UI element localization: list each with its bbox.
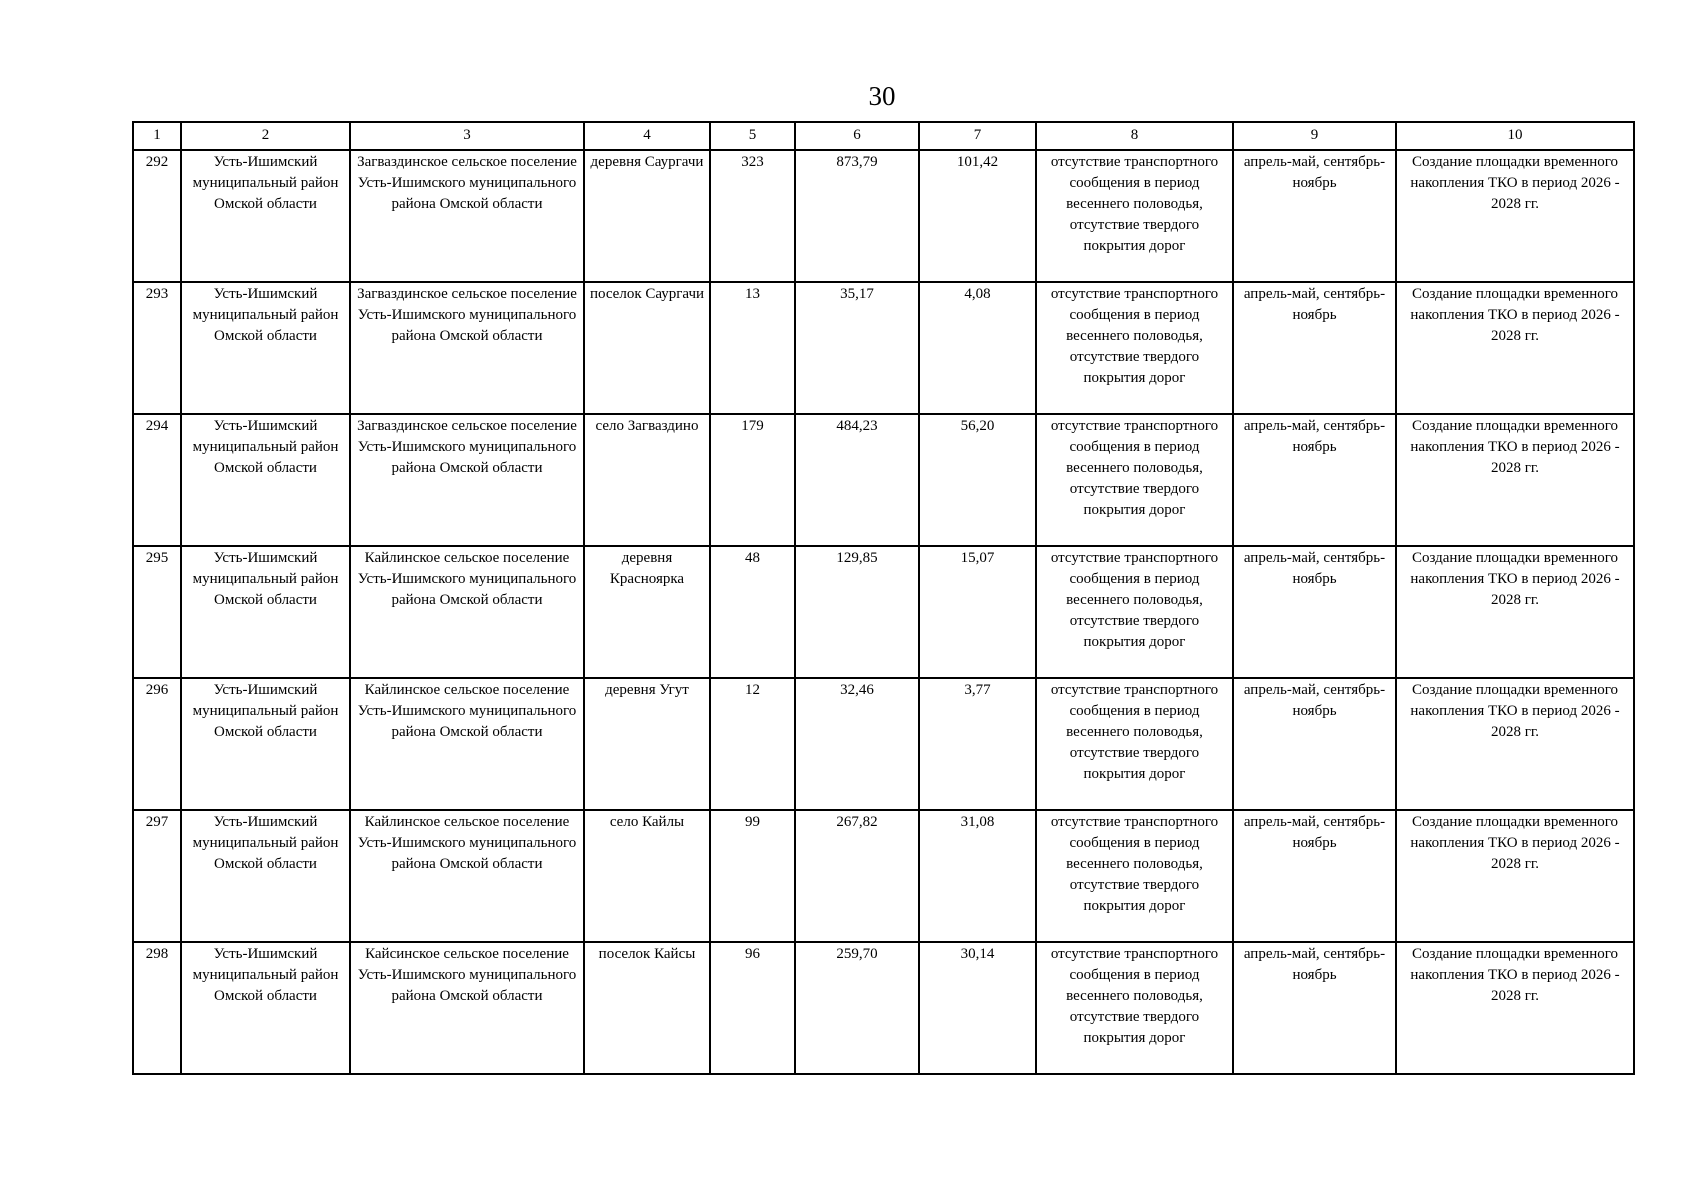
column-header: 8 [1036,122,1233,150]
row-number-cell: 296 [133,678,181,810]
reason-cell: отсутствие транспортного сообщения в период весеннего половодья, отсутствие твердого покрытия дорог [1036,150,1233,282]
locality-cell: село Загваздино [584,414,710,546]
reason-cell: отсутствие транспортного сообщения в период весеннего половодья, отсутствие твердого покрытия дорог [1036,942,1233,1074]
locality-cell: поселок Кайсы [584,942,710,1074]
table-row [133,414,1634,546]
row-number-cell: 293 [133,282,181,414]
column-6-cell: 873,79 [795,150,919,282]
table-row [133,150,1634,282]
row-number-cell: 294 [133,414,181,546]
data-table [132,121,1635,1075]
reason-cell: отсутствие транспортного сообщения в период весеннего половодья, отсутствие твердого покрытия дорог [1036,546,1233,678]
table-row [133,810,1634,942]
column-header: 6 [795,122,919,150]
column-6-cell: 32,46 [795,678,919,810]
settlement-cell: Кайлинское сельское поселение Усть-Ишимского муниципального района Омской области [350,810,584,942]
locality-cell: деревня Угут [584,678,710,810]
district-cell: Усть-Ишимский муниципальный район Омской области [181,150,350,282]
column-6-cell: 484,23 [795,414,919,546]
row-number-cell: 297 [133,810,181,942]
settlement-cell: Загваздинское сельское поселение Усть-Ишимского муниципального района Омской области [350,150,584,282]
column-header: 1 [133,122,181,150]
reason-cell: отсутствие транспортного сообщения в период весеннего половодья, отсутствие твердого покрытия дорог [1036,282,1233,414]
row-number-cell: 292 [133,150,181,282]
district-cell: Усть-Ишимский муниципальный район Омской области [181,546,350,678]
column-header: 4 [584,122,710,150]
column-5-cell: 48 [710,546,795,678]
row-number-cell: 295 [133,546,181,678]
column-7-cell: 56,20 [919,414,1036,546]
column-header: 5 [710,122,795,150]
measure-cell: Создание площадки временного накопления ТКО в период 2026 - 2028 гг. [1396,678,1634,810]
column-5-cell: 99 [710,810,795,942]
column-7-cell: 15,07 [919,546,1036,678]
column-6-cell: 35,17 [795,282,919,414]
table-row [133,282,1634,414]
column-5-cell: 179 [710,414,795,546]
period-cell: апрель-май, сентябрь-ноябрь [1233,414,1396,546]
column-7-cell: 3,77 [919,678,1036,810]
district-cell: Усть-Ишимский муниципальный район Омской области [181,678,350,810]
table-header-row [133,122,1634,150]
page-number: 30 [868,81,896,111]
column-7-cell: 4,08 [919,282,1036,414]
locality-cell: деревня Красноярка [584,546,710,678]
settlement-cell: Кайсинское сельское поселение Усть-Ишимского муниципального района Омской области [350,942,584,1074]
table-row [133,546,1634,678]
column-7-cell: 101,42 [919,150,1036,282]
column-5-cell: 12 [710,678,795,810]
settlement-cell: Загваздинское сельское поселение Усть-Ишимского муниципального района Омской области [350,414,584,546]
settlement-cell: Кайлинское сельское поселение Усть-Ишимского муниципального района Омской области [350,546,584,678]
district-cell: Усть-Ишимский муниципальный район Омской области [181,810,350,942]
locality-cell: поселок Саургачи [584,282,710,414]
column-header: 3 [350,122,584,150]
measure-cell: Создание площадки временного накопления ТКО в период 2026 - 2028 гг. [1396,546,1634,678]
table-row [133,678,1634,810]
table-row [133,942,1634,1074]
column-header: 7 [919,122,1036,150]
period-cell: апрель-май, сентябрь-ноябрь [1233,942,1396,1074]
locality-cell: село Кайлы [584,810,710,942]
reason-cell: отсутствие транспортного сообщения в период весеннего половодья, отсутствие твердого покрытия дорог [1036,810,1233,942]
column-5-cell: 323 [710,150,795,282]
settlement-cell: Загваздинское сельское поселение Усть-Ишимского муниципального района Омской области [350,282,584,414]
district-cell: Усть-Ишимский муниципальный район Омской области [181,942,350,1074]
column-5-cell: 96 [710,942,795,1074]
period-cell: апрель-май, сентябрь-ноябрь [1233,546,1396,678]
measure-cell: Создание площадки временного накопления ТКО в период 2026 - 2028 гг. [1396,150,1634,282]
column-6-cell: 259,70 [795,942,919,1074]
district-cell: Усть-Ишимский муниципальный район Омской области [181,282,350,414]
reason-cell: отсутствие транспортного сообщения в период весеннего половодья, отсутствие твердого покрытия дорог [1036,678,1233,810]
measure-cell: Создание площадки временного накопления ТКО в период 2026 - 2028 гг. [1396,810,1634,942]
measure-cell: Создание площадки временного накопления ТКО в период 2026 - 2028 гг. [1396,942,1634,1074]
period-cell: апрель-май, сентябрь-ноябрь [1233,810,1396,942]
period-cell: апрель-май, сентябрь-ноябрь [1233,150,1396,282]
measure-cell: Создание площадки временного накопления ТКО в период 2026 - 2028 гг. [1396,414,1634,546]
column-header: 10 [1396,122,1634,150]
period-cell: апрель-май, сентябрь-ноябрь [1233,282,1396,414]
reason-cell: отсутствие транспортного сообщения в период весеннего половодья, отсутствие твердого покрытия дорог [1036,414,1233,546]
locality-cell: деревня Саургачи [584,150,710,282]
measure-cell: Создание площадки временного накопления ТКО в период 2026 - 2028 гг. [1396,282,1634,414]
row-number-cell: 298 [133,942,181,1074]
column-5-cell: 13 [710,282,795,414]
column-6-cell: 129,85 [795,546,919,678]
district-cell: Усть-Ишимский муниципальный район Омской области [181,414,350,546]
column-header: 2 [181,122,350,150]
column-7-cell: 30,14 [919,942,1036,1074]
period-cell: апрель-май, сентябрь-ноябрь [1233,678,1396,810]
column-7-cell: 31,08 [919,810,1036,942]
column-6-cell: 267,82 [795,810,919,942]
column-header: 9 [1233,122,1396,150]
settlement-cell: Кайлинское сельское поселение Усть-Ишимского муниципального района Омской области [350,678,584,810]
